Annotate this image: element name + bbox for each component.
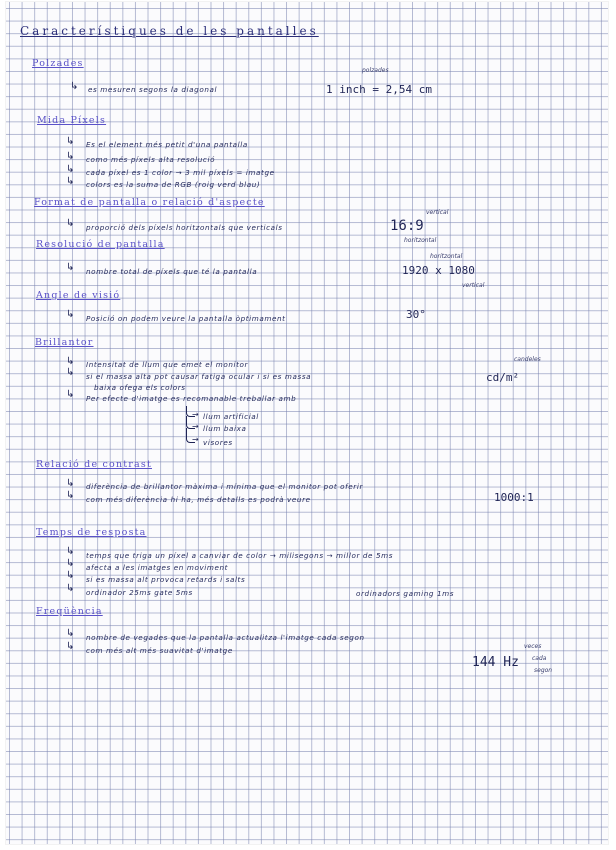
note-line: nombre total de píxels que té la pantalla — [86, 267, 258, 276]
sublist-item: llum artificial — [203, 412, 259, 421]
note-line: nombre de vegades que la pantalla actualitza l'imatge cada segon — [86, 633, 365, 642]
margin-note: horitzontal — [404, 237, 437, 244]
section-heading: Temps de resposta — [36, 527, 147, 538]
margin-note: horitzontal — [430, 253, 463, 260]
value-label: 1 inch = 2,54 cm — [326, 83, 432, 96]
note-line: cada píxel es 1 color → 3 mil píxels = imatge — [86, 168, 275, 177]
note-line: Intensitat de llum que emet el monitor — [86, 360, 249, 369]
value-label: cd/m² — [486, 371, 520, 384]
section-heading: Format de pantalla o relació d'aspecte — [34, 197, 265, 208]
section-heading: Polzades — [32, 58, 84, 69]
arrow-icon: ↳ — [66, 628, 75, 639]
arrow-icon: ↳ — [66, 389, 75, 400]
arrow-icon: ↳ — [66, 570, 75, 581]
section-heading: Resolució de pantalla — [36, 239, 165, 250]
note-line: temps que triga un píxel a canviar de color → milisegons → millor de 5ms — [86, 551, 394, 560]
arrow-icon: ↳ — [66, 218, 75, 229]
arrow-icon: ↳ — [66, 641, 75, 652]
value-label: 16:9 — [390, 218, 424, 234]
value-label: 1000:1 — [494, 491, 534, 504]
note-line: proporció dels píxels horitzontals que verticals — [86, 223, 283, 232]
arrow-icon: ↳ — [66, 367, 75, 378]
margin-note: candeles — [514, 356, 541, 363]
arrow-icon: ↳ — [66, 136, 75, 147]
note-line: afecta a les imatges en moviment — [86, 563, 229, 572]
notebook-page — [6, 2, 608, 844]
margin-note: cada — [532, 655, 547, 662]
value-label: 30° — [406, 308, 426, 321]
arrow-icon: ↳ — [66, 558, 75, 569]
note-line: como més píxels alta resolució — [86, 155, 216, 164]
note-line: com més diferència hi ha, més detalls es podrà veure — [86, 495, 311, 504]
note-line: Posició on podem veure la pantalla òptimament — [86, 314, 286, 323]
note-line: Es el element més petit d'una pantalla — [86, 140, 248, 149]
arrow-icon: ↳ — [66, 151, 75, 162]
margin-note: veces — [524, 643, 542, 650]
value-label: 1920 x 1080 — [402, 264, 475, 277]
arrow-icon: ↳ — [66, 490, 75, 501]
margin-note: segon — [534, 667, 553, 674]
sublist-item: llum baixa — [203, 424, 247, 433]
arrow-icon: → — [192, 422, 199, 431]
sublist-item: visores — [203, 438, 233, 447]
arrow-icon: ↳ — [66, 164, 75, 175]
section-heading: Mida Píxels — [37, 115, 107, 126]
note-line: Per efecte d'imatge es recomanable treballar amb — [86, 394, 297, 403]
margin-note: polzades — [362, 67, 389, 74]
section-heading: Freqüència — [36, 606, 103, 617]
value-label: 144 Hz — [472, 655, 519, 670]
note-line: diferència de brillantor màxima i mínima que el monitor pot oferir — [86, 482, 363, 491]
section-heading: Relació de contrast — [36, 459, 152, 470]
arrow-icon: → — [192, 435, 199, 444]
arrow-icon: ↳ — [70, 81, 79, 92]
margin-note: vertical — [426, 209, 449, 216]
arrow-icon: → — [192, 410, 199, 419]
arrow-icon: ↳ — [66, 583, 75, 594]
note-line: baixa ofega els colors — [94, 383, 186, 392]
note-line: si es massa alt provoca retards i salts — [86, 575, 246, 584]
arrow-icon: ↳ — [66, 356, 75, 367]
arrow-icon: ↳ — [66, 176, 75, 187]
note-line: ordinador 25ms gate 5ms — [86, 588, 193, 597]
section-heading: Brillantor — [35, 337, 94, 348]
section-heading: Angle de visió — [36, 290, 121, 301]
page-title: Característiques de les pantalles — [20, 24, 319, 38]
arrow-icon: ↳ — [66, 262, 75, 273]
arrow-icon: ↳ — [66, 478, 75, 489]
margin-note: vertical — [462, 282, 485, 289]
note-line: colors es la suma de RGB (roig verd blau) — [86, 180, 261, 189]
note-line: si el massa alta pot causar fatiga ocular i si es massa — [86, 372, 312, 381]
note-line: com més alt més suavitat d'imatge — [86, 646, 233, 655]
arrow-icon: ↳ — [66, 546, 75, 557]
note-line: ordinadors gaming 1ms — [356, 589, 455, 598]
note-line: es mesuren segons la diagonal — [88, 85, 218, 94]
arrow-icon: ↳ — [66, 309, 75, 320]
